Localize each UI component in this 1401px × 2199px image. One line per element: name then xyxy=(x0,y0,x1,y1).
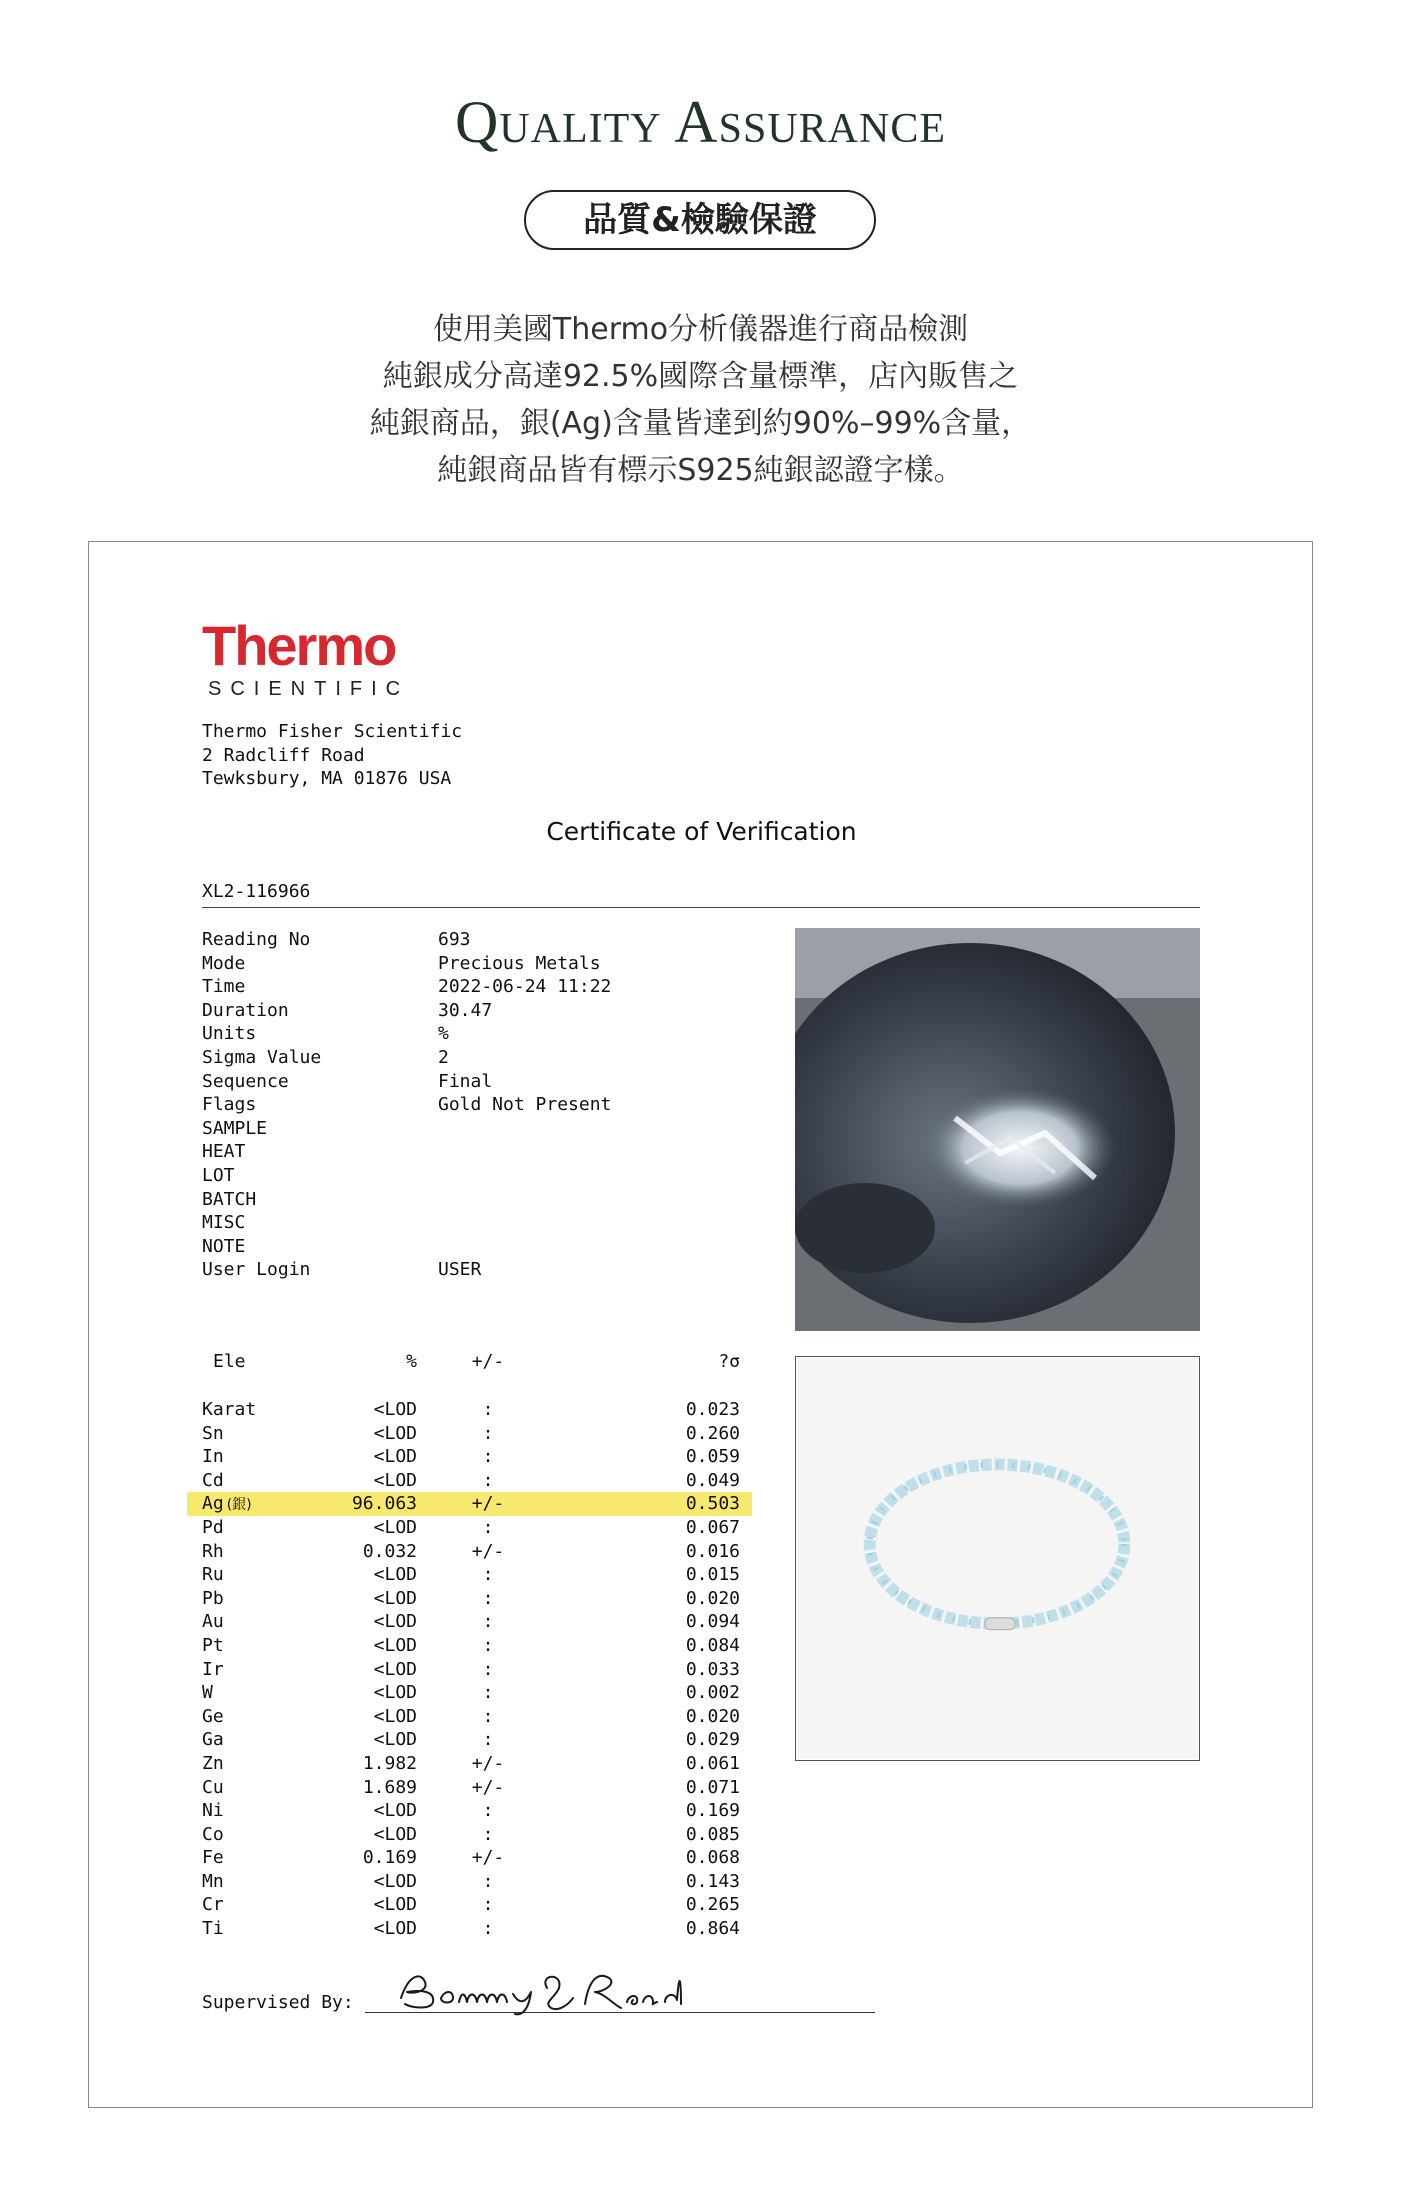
certificate-document xyxy=(88,541,1313,2108)
sigma-cell xyxy=(549,1492,740,1516)
certificate-title: Certificate of Verification xyxy=(546,817,857,846)
element-cell-text: Pt xyxy=(202,1634,224,1656)
percent-cell xyxy=(249,1823,417,1847)
plus-minus-cell-text: : xyxy=(482,1823,494,1845)
plus-minus-cell xyxy=(471,1563,505,1587)
sigma-cell-text: 0.265 xyxy=(685,1894,740,1916)
field-key: BATCH xyxy=(202,1188,257,1210)
sigma-cell-text: 0.260 xyxy=(685,1422,740,1444)
percent-cell-text: 96.063 xyxy=(351,1493,417,1515)
table-row xyxy=(89,1681,789,1705)
element-cell-text: Ir xyxy=(202,1658,224,1680)
field-value: Final xyxy=(438,1070,493,1092)
element-cell xyxy=(202,1492,252,1518)
sigma-cell-text: 0.068 xyxy=(685,1847,740,1869)
percent-cell-text: <LOD xyxy=(373,1564,417,1586)
address-line: Thermo Fisher Scientific xyxy=(202,721,463,742)
sigma-cell xyxy=(549,1870,740,1894)
sigma-cell xyxy=(549,1752,740,1776)
percent-cell xyxy=(249,1516,417,1540)
percent-cell-text: <LOD xyxy=(373,1516,417,1538)
element-cell xyxy=(202,1823,224,1847)
field-row xyxy=(202,1140,611,1164)
sigma-cell-text: 0.067 xyxy=(685,1516,740,1538)
intro-line: 純銀商品皆有標示S925純銀認證字樣。 xyxy=(437,453,964,488)
percent-cell xyxy=(249,1540,417,1564)
percent-cell-text: <LOD xyxy=(373,1918,417,1940)
percent-cell xyxy=(249,1398,417,1422)
sigma-cell-text: 0.029 xyxy=(685,1729,740,1751)
element-cell-text: Zn xyxy=(202,1752,224,1774)
element-cell-text: Co xyxy=(202,1823,224,1845)
percent-cell-text: <LOD xyxy=(373,1705,417,1727)
plus-minus-cell-text: : xyxy=(482,1611,494,1633)
sigma-cell xyxy=(549,1846,740,1870)
plus-minus-cell xyxy=(471,1846,505,1870)
percent-cell xyxy=(249,1776,417,1800)
plus-minus-cell xyxy=(471,1893,505,1917)
sigma-cell-text: 0.016 xyxy=(685,1540,740,1562)
plus-minus-cell-text: : xyxy=(482,1658,494,1680)
subtitle-badge: 品質&檢驗保證 xyxy=(524,190,876,250)
plus-minus-cell xyxy=(471,1658,505,1682)
table-row xyxy=(89,1469,789,1493)
sigma-cell xyxy=(549,1728,740,1752)
percent-cell-text: <LOD xyxy=(373,1634,417,1656)
sigma-cell xyxy=(549,1658,740,1682)
element-cell xyxy=(202,1469,224,1493)
sigma-cell xyxy=(549,1540,740,1564)
element-cell xyxy=(202,1634,224,1658)
intro-line: 純銀商品，銀(Ag)含量皆達到約90%–99%含量， xyxy=(369,406,1032,441)
sample-photo-closeup xyxy=(795,928,1200,1331)
plus-minus-cell-text: : xyxy=(482,1564,494,1586)
plus-minus-cell xyxy=(471,1823,505,1847)
percent-cell-text: <LOD xyxy=(373,1469,417,1491)
signature-image xyxy=(389,1964,689,2016)
header-percent: % xyxy=(406,1351,417,1372)
field-value: Precious Metals xyxy=(438,952,601,974)
plus-minus-cell xyxy=(471,1492,505,1516)
field-key: Sigma Value xyxy=(202,1046,322,1068)
table-row xyxy=(89,1563,789,1587)
field-key: Sequence xyxy=(202,1070,289,1092)
sigma-cell xyxy=(549,1705,740,1729)
element-cell-text: Ti xyxy=(202,1918,224,1940)
percent-cell xyxy=(249,1893,417,1917)
percent-cell xyxy=(249,1846,417,1870)
field-value: 2022-06-24 11:22 xyxy=(438,976,612,998)
plus-minus-cell-text: : xyxy=(482,1516,494,1538)
element-cell-text: Rh xyxy=(202,1540,224,1562)
plus-minus-cell xyxy=(471,1445,505,1469)
table-row xyxy=(89,1540,789,1564)
header-sigma: ?σ xyxy=(718,1351,740,1372)
sigma-cell-text: 0.143 xyxy=(685,1870,740,1892)
element-cell xyxy=(202,1422,224,1446)
percent-cell xyxy=(249,1469,417,1493)
field-row xyxy=(202,1022,611,1046)
sigma-cell xyxy=(549,1917,740,1941)
percent-cell-text: 1.982 xyxy=(362,1752,417,1774)
element-cell-text: Au xyxy=(202,1611,224,1633)
sigma-cell-text: 0.503 xyxy=(685,1493,740,1515)
element-cell-text: Ni xyxy=(202,1800,224,1822)
element-cell xyxy=(202,1587,224,1611)
plus-minus-cell-text: : xyxy=(482,1422,494,1444)
element-cell-text: Ru xyxy=(202,1564,224,1586)
field-row xyxy=(202,975,611,999)
sigma-cell-text: 0.864 xyxy=(685,1918,740,1940)
plus-minus-cell xyxy=(471,1398,505,1422)
percent-cell xyxy=(249,1870,417,1894)
field-row xyxy=(202,1164,611,1188)
plus-minus-cell-text: +/- xyxy=(471,1776,505,1798)
plus-minus-cell xyxy=(471,1516,505,1540)
sigma-cell-text: 0.002 xyxy=(685,1682,740,1704)
field-value: % xyxy=(438,1023,449,1045)
plus-minus-cell xyxy=(471,1776,505,1800)
percent-cell-text: <LOD xyxy=(373,1729,417,1751)
table-row xyxy=(89,1398,789,1422)
plus-minus-cell-text: : xyxy=(482,1800,494,1822)
table-row xyxy=(89,1492,789,1516)
sigma-cell xyxy=(549,1422,740,1446)
sigma-cell-text: 0.015 xyxy=(685,1564,740,1586)
sigma-cell xyxy=(549,1398,740,1422)
element-cell xyxy=(202,1681,213,1705)
field-value: 693 xyxy=(438,929,471,950)
element-cell-text: Ag xyxy=(202,1493,224,1515)
element-cell xyxy=(202,1728,224,1752)
field-row xyxy=(202,952,611,976)
plus-minus-cell xyxy=(471,1728,505,1752)
plus-minus-cell-text: : xyxy=(482,1587,494,1609)
field-value: 2 xyxy=(438,1046,449,1068)
table-row xyxy=(89,1799,789,1823)
table-row xyxy=(89,1610,789,1634)
percent-cell-text: 1.689 xyxy=(362,1776,417,1798)
field-row xyxy=(202,1258,611,1282)
header-plus-minus: +/- xyxy=(471,1351,505,1372)
page-title: Quality Assurance xyxy=(454,89,947,155)
plus-minus-cell xyxy=(471,1469,505,1493)
plus-minus-cell-text: : xyxy=(482,1870,494,1892)
sigma-cell-text: 0.049 xyxy=(685,1469,740,1491)
percent-cell-text: <LOD xyxy=(373,1658,417,1680)
percent-cell xyxy=(249,1658,417,1682)
logo-subtitle: SCIENTIFIC xyxy=(208,678,410,700)
plus-minus-cell-text: : xyxy=(482,1446,494,1468)
plus-minus-cell xyxy=(471,1634,505,1658)
element-cell-text: Mn xyxy=(202,1870,224,1892)
percent-cell-text: <LOD xyxy=(373,1446,417,1468)
plus-minus-cell xyxy=(471,1540,505,1564)
element-cell xyxy=(202,1799,224,1823)
field-key: HEAT xyxy=(202,1141,246,1163)
percent-cell xyxy=(249,1752,417,1776)
element-cell xyxy=(202,1917,224,1941)
plus-minus-cell xyxy=(471,1587,505,1611)
plus-minus-cell-text: : xyxy=(482,1894,494,1916)
percent-cell xyxy=(249,1610,417,1634)
field-key: Duration xyxy=(202,999,289,1021)
element-cell xyxy=(202,1870,224,1894)
table-row xyxy=(89,1422,789,1446)
field-row xyxy=(202,1188,611,1212)
percent-cell xyxy=(249,1587,417,1611)
supervised-label: Supervised By: xyxy=(202,1992,354,2013)
logo-wordmark: Thermo xyxy=(202,614,396,677)
element-cell xyxy=(202,1705,224,1729)
sigma-cell-text: 0.169 xyxy=(685,1800,740,1822)
element-cell-text: Fe xyxy=(202,1847,224,1869)
sigma-cell xyxy=(549,1799,740,1823)
intro-line: 純銀成分高達92.5%國際含量標準，店內販售之 xyxy=(382,359,1019,394)
element-cell xyxy=(202,1893,224,1917)
element-cell xyxy=(202,1445,224,1469)
field-row xyxy=(202,928,611,952)
table-row xyxy=(89,1752,789,1776)
sigma-cell xyxy=(549,1587,740,1611)
header-ele: Ele xyxy=(213,1351,246,1372)
plus-minus-cell-text: : xyxy=(482,1705,494,1727)
table-row xyxy=(89,1846,789,1870)
plus-minus-cell-text: +/- xyxy=(471,1847,505,1869)
element-cell-text: Cd xyxy=(202,1469,224,1491)
sigma-cell xyxy=(549,1516,740,1540)
element-cell xyxy=(202,1846,224,1870)
reading-fields xyxy=(202,928,611,1282)
plus-minus-cell xyxy=(471,1705,505,1729)
percent-cell xyxy=(249,1445,417,1469)
plus-minus-cell-text: +/- xyxy=(471,1540,505,1562)
table-row xyxy=(89,1634,789,1658)
field-key: Reading No xyxy=(202,929,311,950)
field-key: Time xyxy=(202,976,246,998)
percent-cell xyxy=(249,1563,417,1587)
sigma-cell xyxy=(549,1893,740,1917)
sigma-cell-text: 0.059 xyxy=(685,1446,740,1468)
percent-cell xyxy=(249,1492,417,1516)
table-row xyxy=(89,1893,789,1917)
sigma-cell xyxy=(549,1469,740,1493)
percent-cell-text: <LOD xyxy=(373,1611,417,1633)
field-row xyxy=(202,999,611,1023)
field-value: 30.47 xyxy=(438,999,493,1021)
sigma-cell xyxy=(549,1610,740,1634)
field-row xyxy=(202,1117,611,1141)
percent-cell xyxy=(249,1705,417,1729)
field-key: Units xyxy=(202,1023,257,1045)
element-cell xyxy=(202,1776,224,1800)
element-cell-text: Sn xyxy=(202,1422,224,1444)
sigma-cell-text: 0.061 xyxy=(685,1752,740,1774)
field-key: User Login xyxy=(202,1259,311,1281)
sigma-cell xyxy=(549,1823,740,1847)
intro-text xyxy=(0,306,1401,494)
percent-cell xyxy=(249,1917,417,1941)
percent-cell-text: <LOD xyxy=(373,1399,417,1420)
plus-minus-cell-text: : xyxy=(482,1918,494,1940)
element-cell-text: Pd xyxy=(202,1516,224,1538)
element-cell-text: W xyxy=(202,1682,213,1704)
sigma-cell-text: 0.020 xyxy=(685,1587,740,1609)
field-row xyxy=(202,1046,611,1070)
plus-minus-cell xyxy=(471,1752,505,1776)
field-row xyxy=(202,1070,611,1094)
element-cell xyxy=(202,1752,224,1776)
element-cell-text: Karat xyxy=(202,1399,257,1420)
percent-cell xyxy=(249,1634,417,1658)
plus-minus-cell xyxy=(471,1422,505,1446)
table-row xyxy=(89,1776,789,1800)
percent-cell-text: <LOD xyxy=(373,1800,417,1822)
element-cell xyxy=(202,1658,224,1682)
element-cell-text: In xyxy=(202,1446,224,1468)
percent-cell xyxy=(249,1799,417,1823)
sigma-cell-text: 0.071 xyxy=(685,1776,740,1798)
sigma-cell xyxy=(549,1563,740,1587)
sigma-cell xyxy=(549,1445,740,1469)
plus-minus-cell xyxy=(471,1917,505,1941)
plus-minus-cell-text: : xyxy=(482,1634,494,1656)
percent-cell xyxy=(249,1422,417,1446)
divider xyxy=(202,907,1200,908)
plus-minus-cell-text: : xyxy=(482,1682,494,1704)
sigma-cell-text: 0.033 xyxy=(685,1658,740,1680)
sigma-cell-text: 0.084 xyxy=(685,1634,740,1656)
field-row xyxy=(202,1235,611,1259)
sigma-cell-text: 0.094 xyxy=(685,1611,740,1633)
element-cell-text: Ga xyxy=(202,1729,224,1751)
sigma-cell-text: 0.020 xyxy=(685,1705,740,1727)
field-key: LOT xyxy=(202,1164,235,1186)
field-row xyxy=(202,1093,611,1117)
field-value: Gold Not Present xyxy=(438,1094,612,1116)
element-cell-text: Cr xyxy=(202,1894,224,1916)
field-key: Flags xyxy=(202,1094,257,1116)
element-cell xyxy=(202,1610,224,1634)
percent-cell-text: <LOD xyxy=(373,1587,417,1609)
table-row xyxy=(89,1658,789,1682)
table-row xyxy=(89,1917,789,1941)
serial-number: XL2-116966 xyxy=(202,881,311,902)
percent-cell-text: <LOD xyxy=(373,1422,417,1444)
element-chinese-label: (銀) xyxy=(226,1497,252,1514)
thermo-logo xyxy=(202,614,410,701)
plus-minus-cell-text: +/- xyxy=(471,1752,505,1774)
table-row xyxy=(89,1728,789,1752)
table-row xyxy=(89,1587,789,1611)
sigma-cell xyxy=(549,1681,740,1705)
plus-minus-cell xyxy=(471,1799,505,1823)
table-row xyxy=(89,1516,789,1540)
intro-line: 使用美國Thermo分析儀器進行商品檢測 xyxy=(432,312,969,347)
field-value: USER xyxy=(438,1259,482,1281)
percent-cell-text: 0.169 xyxy=(362,1847,417,1869)
address-line: Tewksbury, MA 01876 USA xyxy=(202,768,452,789)
table-row xyxy=(89,1705,789,1729)
field-key: SAMPLE xyxy=(202,1117,268,1139)
percent-cell-text: <LOD xyxy=(373,1682,417,1704)
percent-cell-text: <LOD xyxy=(373,1894,417,1916)
plus-minus-cell xyxy=(471,1610,505,1634)
table-row xyxy=(89,1823,789,1847)
percent-cell-text: 0.032 xyxy=(362,1540,417,1562)
address-line: 2 Radcliff Road xyxy=(202,744,365,766)
element-cell xyxy=(202,1563,224,1587)
percent-cell-text: <LOD xyxy=(373,1823,417,1845)
plus-minus-cell xyxy=(471,1870,505,1894)
field-row xyxy=(202,1211,611,1235)
element-cell-text: Ge xyxy=(202,1705,224,1727)
element-cell xyxy=(202,1540,224,1564)
percent-cell xyxy=(249,1728,417,1752)
plus-minus-cell-text: : xyxy=(482,1399,494,1420)
results-table xyxy=(89,1398,789,1941)
plus-minus-cell-text: : xyxy=(482,1469,494,1491)
plus-minus-cell-text: +/- xyxy=(471,1493,505,1515)
bracelet-photo xyxy=(795,1356,1200,1761)
field-key: Mode xyxy=(202,952,246,974)
percent-cell xyxy=(249,1681,417,1705)
table-row xyxy=(89,1445,789,1469)
sigma-cell-text: 0.085 xyxy=(685,1823,740,1845)
sigma-cell xyxy=(549,1776,740,1800)
sigma-cell-text: 0.023 xyxy=(685,1399,740,1420)
field-key: NOTE xyxy=(202,1235,246,1257)
element-cell-text: Cu xyxy=(202,1776,224,1798)
percent-cell-text: <LOD xyxy=(373,1870,417,1892)
element-cell xyxy=(202,1516,224,1540)
plus-minus-cell-text: : xyxy=(482,1729,494,1751)
element-cell-text: Pb xyxy=(202,1587,224,1609)
field-key: MISC xyxy=(202,1212,246,1234)
plus-minus-cell xyxy=(471,1681,505,1705)
sigma-cell xyxy=(549,1634,740,1658)
company-address xyxy=(202,720,462,791)
table-row xyxy=(89,1870,789,1894)
